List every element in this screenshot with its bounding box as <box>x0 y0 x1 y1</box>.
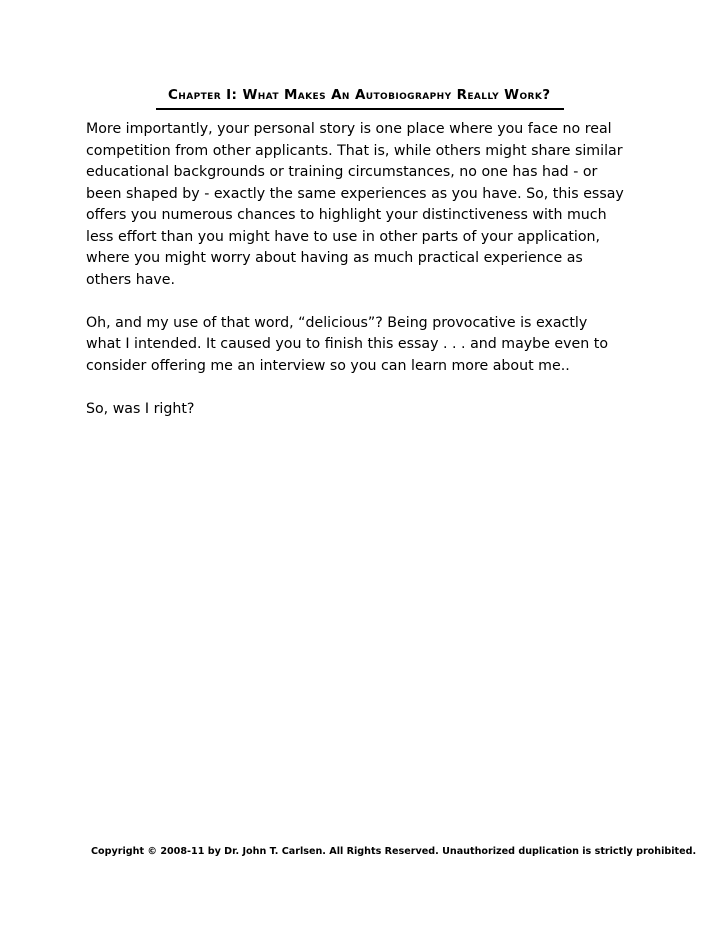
paragraph-delicious: Oh, and my use of that word, “delicious”? Being provocative is exactly what I intended. It caused you to finish this essay . . . and maybe even to consider offering me an interview so you can learn more about me.. <box>86 314 609 374</box>
copyright-notice: Copyright © 2008-11 by Dr. John T. Carlsen. All Rights Reserved. Unauthorized duplication is strictly prohibited. <box>91 846 697 857</box>
paragraph-personal-story: More importantly, your personal story is one place where you face no real competition from other applicants. That is, while others might share similar educational backgrounds or training circumstances, no one has had - or been shaped by - exactly the same experiences as you have. So, this essay offers you numerous chances to highlight your distinctiveness with much less effort than you might have to use in other parts of your application, where you might worry about having as much practical experience as others have. <box>86 121 624 288</box>
chapter-header <box>156 86 564 110</box>
chapter-title: Chapter I: What Makes An Autobiography Really Work? <box>168 87 551 103</box>
body-text <box>86 119 626 442</box>
paragraph-closing-question: So, was I right? <box>86 400 195 417</box>
